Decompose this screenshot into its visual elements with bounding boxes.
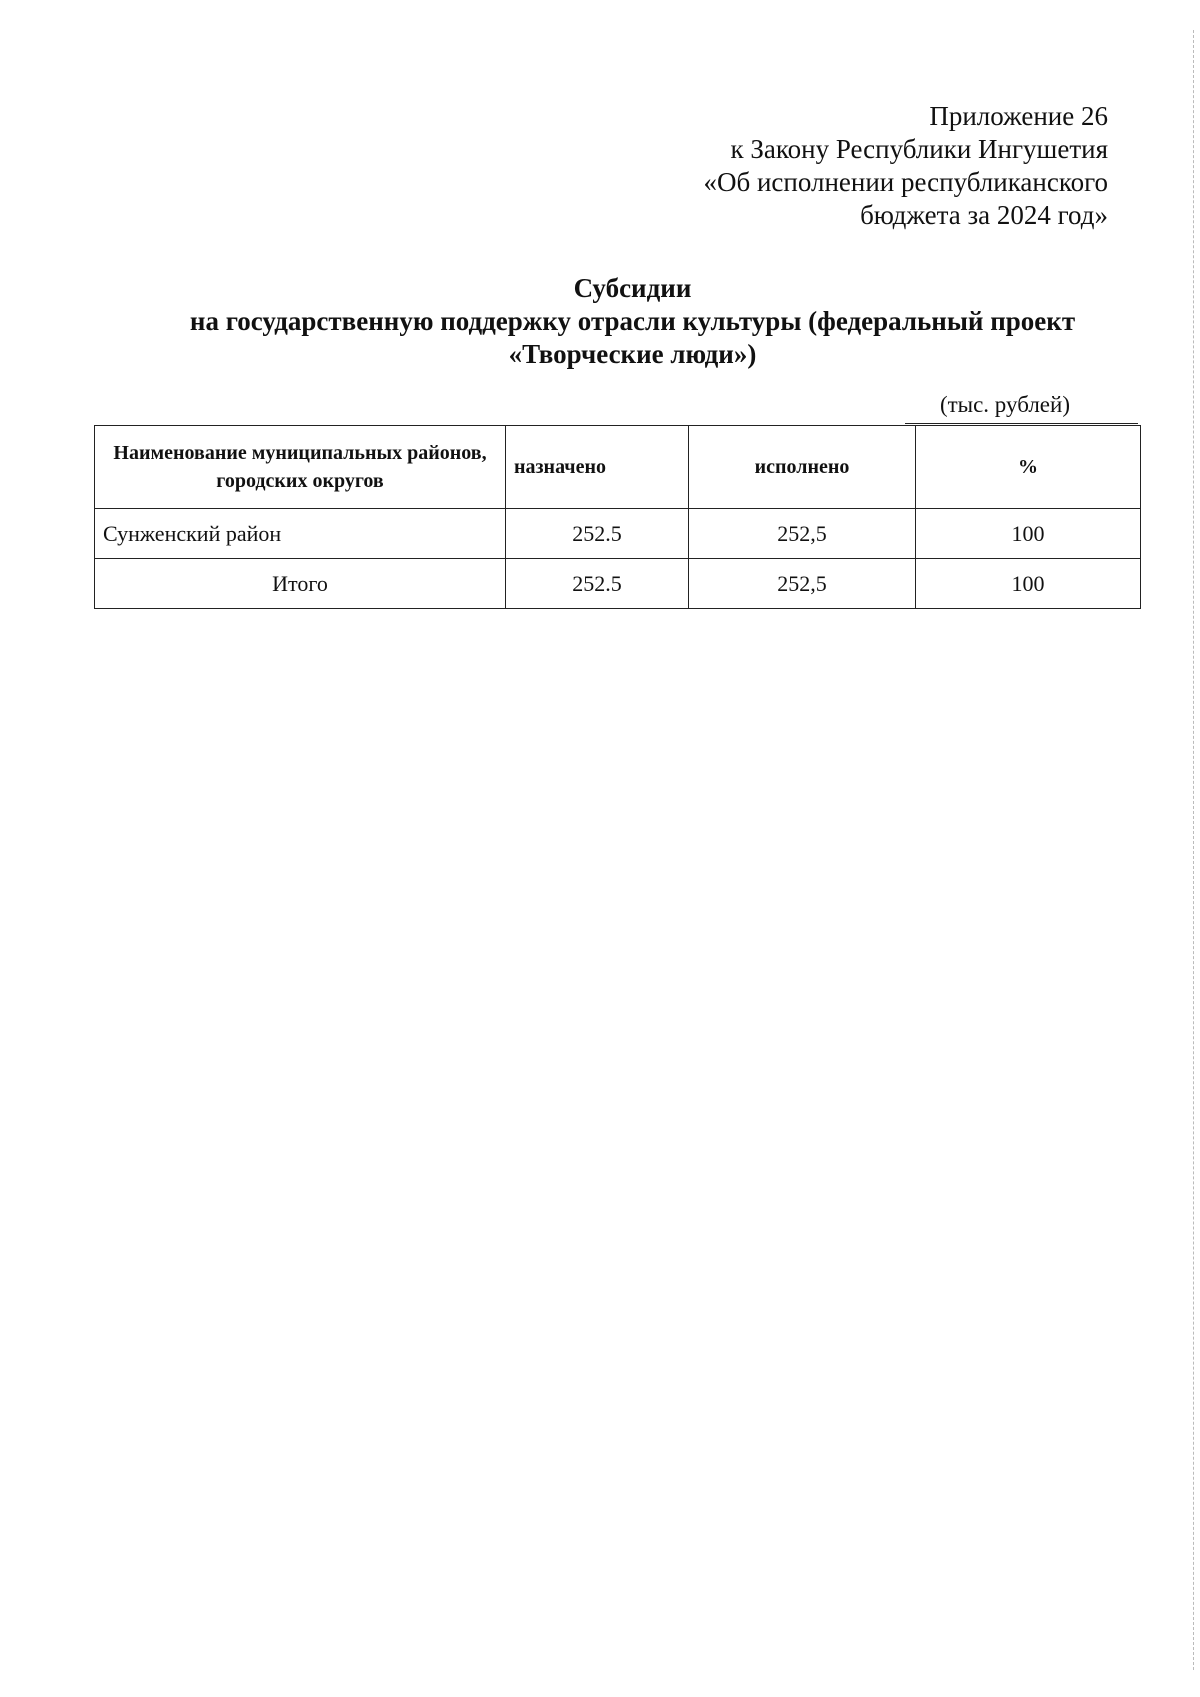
row-name: Сунженский район (95, 509, 506, 559)
appendix-line-2: к Закону Республики Ингушетия (730, 134, 1108, 164)
header-name: Наименование муниципальных районов, городских округов (95, 426, 506, 509)
appendix-line-3: «Об исполнении республиканского (703, 167, 1108, 197)
subsidy-table (94, 425, 1141, 609)
appendix-line-4: бюджета за 2024 год» (860, 200, 1108, 230)
appendix-header (703, 100, 1108, 232)
table-header-row (95, 426, 1141, 509)
units-underline (905, 423, 1138, 424)
title-line-1: Субсидии (573, 273, 692, 303)
document-title (140, 272, 1125, 371)
total-planned: 252.5 (506, 559, 689, 609)
row-percent: 100 (916, 509, 1141, 559)
appendix-line-1: Приложение 26 (929, 101, 1108, 131)
row-executed: 252,5 (689, 509, 916, 559)
title-line-3: «Творческие люди») (508, 339, 757, 369)
table-row (95, 509, 1141, 559)
header-percent: % (916, 426, 1141, 509)
header-executed: исполнено (689, 426, 916, 509)
total-label: Итого (95, 559, 506, 609)
title-line-2: на государственную поддержку отрасли культуры (федеральный проект (189, 306, 1076, 336)
total-executed: 252,5 (689, 559, 916, 609)
scan-edge-line (1193, 30, 1194, 1670)
units-label: (тыс. рублей) (939, 392, 1070, 417)
table-row-total (95, 559, 1141, 609)
header-planned: назначено (506, 426, 689, 509)
row-planned: 252.5 (506, 509, 689, 559)
total-percent: 100 (916, 559, 1141, 609)
